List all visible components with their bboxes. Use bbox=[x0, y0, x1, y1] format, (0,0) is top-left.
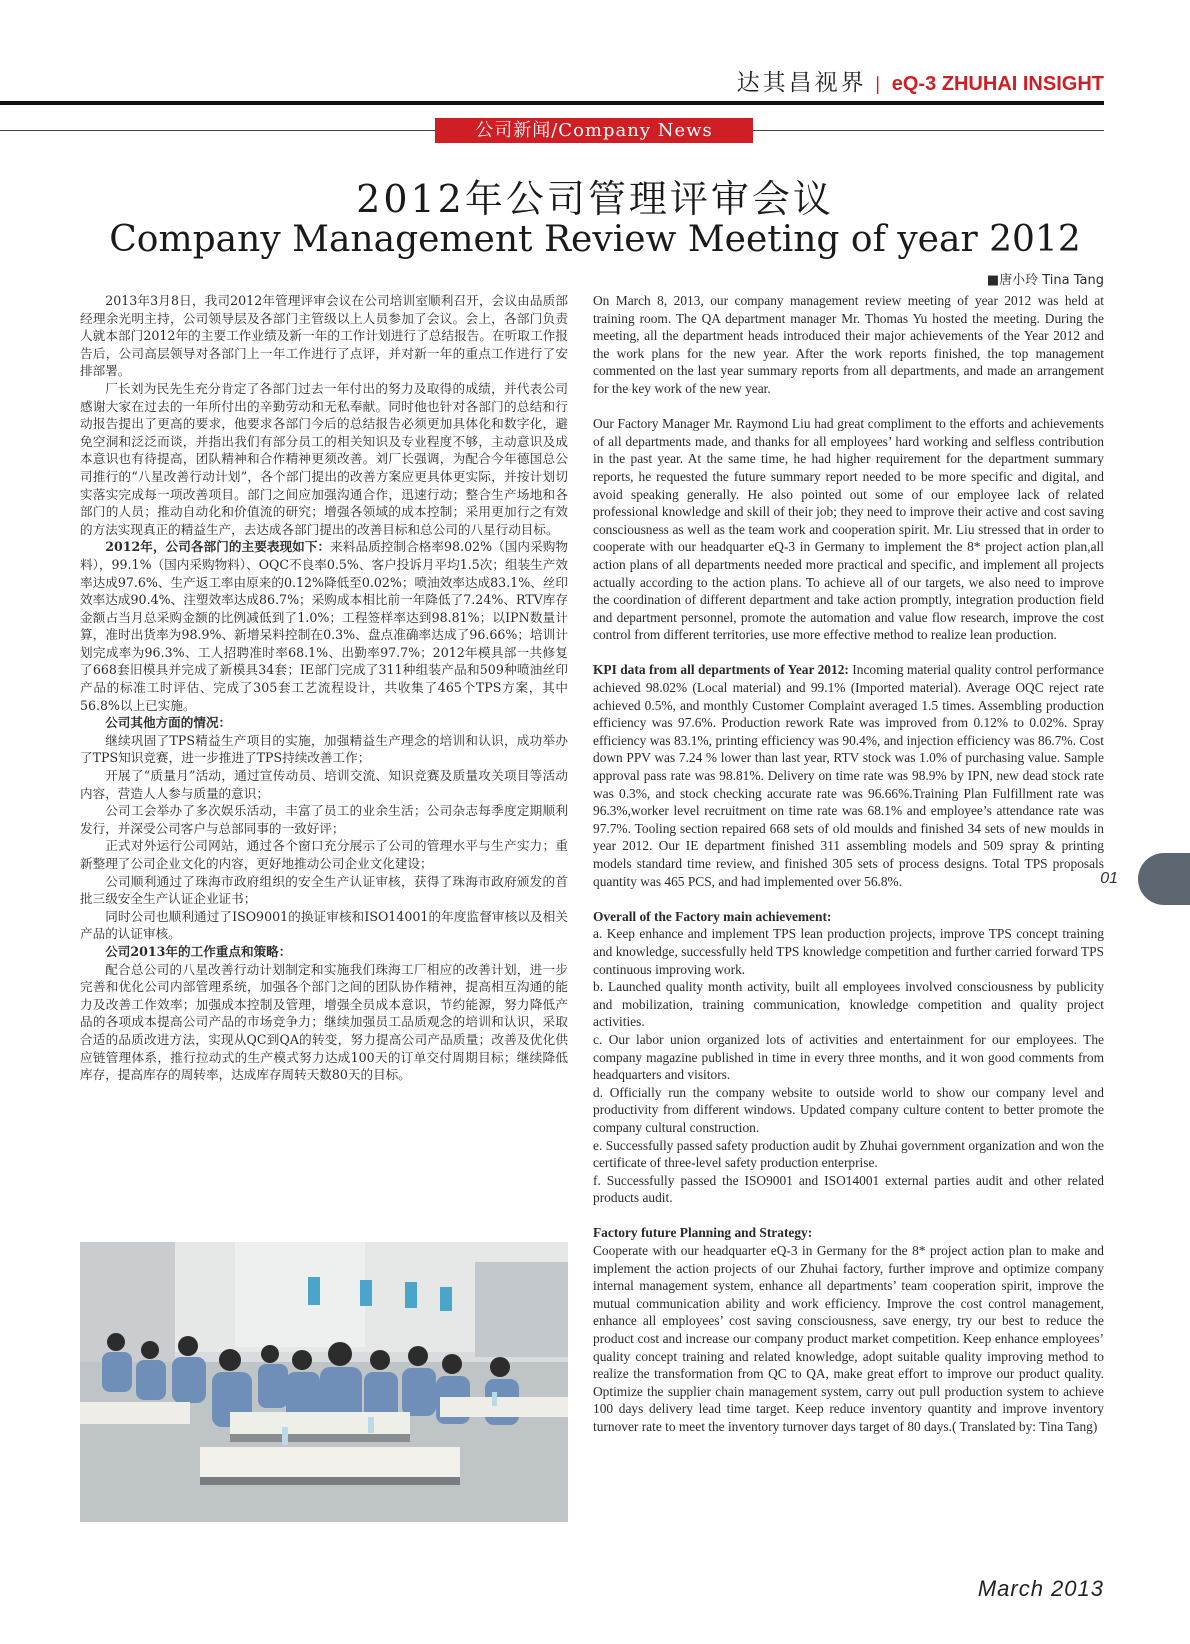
cn-paragraph: 同时公司也顺利通过了ISO9001的换证审核和ISO14001的年度监督审核以及相关产品的认证审核。 bbox=[80, 908, 568, 942]
cn-paragraph: 继续巩固了TPS精益生产项目的实施，加强精益生产理念的培训和认识，成功举办了TPS知识竞赛，进一步推进了TPS持续改善工作； bbox=[80, 732, 568, 766]
byline: ■唐小玲 Tina Tang bbox=[986, 273, 1104, 288]
meeting-photo bbox=[80, 1242, 568, 1522]
en-subheading: Overall of the Factory main achievement: bbox=[593, 908, 832, 924]
english-column bbox=[593, 292, 1104, 1436]
cn-kpi-paragraph bbox=[80, 538, 568, 714]
header-cn: 达其昌视界 bbox=[736, 70, 867, 96]
en-kpi-paragraph bbox=[593, 661, 1104, 890]
cn-paragraph: 厂长刘为民先生充分肯定了各部门过去一年付出的努力及取得的成绩，并代表公司感谢大家在过去的一年所付出的辛勤劳动和无私奉献。同时他也针对各部门的总结和行动报告提出了更高的要求，他要求各部门今后的总结报告必须更加具体化和数字化，避免空洞和泛泛而谈，并指出我们有部分员工的相关知识及专业程度不够，主动意识及成本意识也有待提高，团队精神和合作精神更须改善。刘厂长强调，为配合今年德国总公司推行的“八星改善行动计划”，各个部门提出的改善方案应更具体更实际，并按计划切实落实完成每一项改善项目。部门之间应加强沟通合作，迅速行动；整合生产场地和各部门的人员；推动自动化和价值流的研究；增强各领域的成本控制；采用更加行之有效的方法实现真正的精益生产，去达成各部门提出的改善目标和总公司的八星行动目标。 bbox=[80, 380, 568, 537]
cn-paragraph: 公司工会举办了多次娱乐活动，丰富了员工的业余生活；公司杂志每季度定期顺利发行，并深受公司客户与总部同事的一致好评； bbox=[80, 803, 568, 836]
cn-paragraph: 2013年3月8日，我司2012年管理评审会议在公司培训室顺利召开，会议由品质部经理余光明主持，公司领导层及各部门主管级以上人员参加了会议。会上，各部门负责人就本部门2012年的主要工作业绩及新一年的工作计划进行了总结报告。在听取工作报告后，公司高层领导对各部门上一年工作进行了点评，并对新一年的重点工作进行了安排部署。 bbox=[80, 293, 568, 379]
cn-paragraph: 公司顺利通过了珠海市政府组织的安全生产认证审核，获得了珠海市政府颁发的首批三级安全生产认证企业证书； bbox=[80, 873, 568, 907]
page-number: 01 bbox=[1100, 870, 1118, 887]
en-list-item: a. Keep enhance and implement TPS lean production projects, improve TPS concept training and knowledge, successfully held TPS knowledge competition and further carried forward TPS continuous improving work. bbox=[593, 926, 1104, 977]
running-header bbox=[737, 64, 1104, 97]
header-separator: | bbox=[874, 74, 884, 95]
chinese-column bbox=[80, 292, 568, 1084]
title-english: Company Management Review Meeting of year 2012 bbox=[109, 219, 1081, 260]
en-list-item: b. Launched quality month activity, built all employees involved consciousness by publicity and mobilization, training communication, knowledge competition and quality project activities. bbox=[593, 979, 1104, 1030]
meeting-photo-illustration bbox=[80, 1242, 568, 1522]
cn-paragraph: 开展了“质量月”活动，通过宣传动员、培训交流、知识竞赛及质量攻关项目等活动内容，营造人人参与质量的意识； bbox=[80, 768, 568, 801]
en-kpi-body: Incoming material quality control performance achieved 98.02% (Local material) and 99.1% (Imported material). Average OQC reject rate achieved 0.5%, and monthly Customer Complaint averaged 1.5 times. Assembling production efficiency was 97.6%. Production rework Rate was improved from 0.12% to 0.02%. Spray efficiency was 83.1%, printing efficiency was 90.4%, and injection efficiency was 86.7%. Cost down PPV was 7.24 % lower than last year, RTV stock was 1.0% of purchasing value. Sample approval pass rate was 98.81%. Delivery on time rate was 98.9% by IPN, new dead stock rate was 0.3%, and stock checking accurate rate was 96.66%.Training Plan Fulfillment rate was 96.3%,worker level recruitment on time rate was 68.1% and employee’s attendance rate was 97.7%. Tooling section repaired 668 sets of old moulds and finished 34 sets of new moulds in year 2012. Our IE department finished 311 assembling models and 509 spray & printing models standard time review, and finished 305 sets of process designs. Total TPS proposals quantity was 465 PCS, and had implemented over 56.8%. bbox=[593, 662, 1104, 889]
cn-subheading: 公司2013年的工作重点和策略： bbox=[105, 943, 292, 959]
page-tab bbox=[1138, 853, 1190, 905]
cn-paragraph: 配合总公司的八星改善行动计划制定和实施我们珠海工厂相应的改善计划，进一步完善和优化公司内部管理系统，加强各个部门之间的团队协作精神，提高相互沟通的能力及改善工作效率；加强成本控制及管理，增强全员成本意识，节约能源，努力降低产品的各项成本提高公司产品的市场竞争力；继续加强员工品质观念的培训和认识，采取合适的品质改进方法，实现从QC到QA的转变，努力提高公司产品质量；改善及优化供应链管理体系，推行拉动式的生产模式努力达成100天的订单交付周期目标；继续降低库存，提高库存的周转率，达成库存周转天数80天的目标。 bbox=[80, 961, 568, 1083]
title-chinese: 2012年公司管理评审会议 bbox=[356, 177, 834, 221]
cn-subheading: 公司其他方面的情况： bbox=[105, 715, 232, 731]
en-list-item: e. Successfully passed safety production audit by Zhuhai government organization and won the certificate of three-level safety production enterprise. bbox=[593, 1137, 1104, 1171]
cn-kpi-body: 来料品质控制合格率98.02%（国内采购物料），99.1%（国内采购物料）、OQC不良率0.5%、客户投诉月平均1.5次；组装生产效率达成97.6%、生产返工率由原来的0.12%降低至0.02%；喷油效率达成83.1%、丝印效率达成90.4%、注塑效率达成86.7%；采购成本相比前一年降低了7.24%、RTV库存金额占当月总采购金额的比例减低到了1.0%；工程签样率达到98.81%；以IPN数量计算，准时出货率为98.9%、新增呆料控制在0.3%、盘点准确率达成了96.66%；培训计划完成率为96.3%、工人招聘准时率68.1%、出勤率97.7%；2012年模具部一共修复了668套旧模具并完成了新模具34套；IE部门完成了311种组装产品和509种喷油丝印产品的标准工时评估、完成了305套工艺流程设计，共收集了465个TPS方案，其中56.8%以上已实施。 bbox=[80, 539, 568, 713]
en-paragraph: Cooperate with our headquarter eQ-3 in Germany for the 8* project action plan to make and implement the action projects of our Zhuhai factory, further improve and optimize company internal management system, enhance all departments’ team cooperation spirit, improve the mutual communication ability and work efficiency. Improve the cost control management, enhance all employees’ cost saving consciousness, save energy, try our best to reduce the product cost and increase our company product market competition. Keep enhance employees’ quality concept training and related knowledge, adopt suitable quality improving method to realize the transformation from QC to QA, make great effort to improve our product quality. Optimize the supplier chain management system, carry out pull production system to achieve 100 days delivery lead time target. Keep reduce inventory quantity and improve inventory turnover rate to meet the inventory turnover days target of 80 days.( Translated by: Tina Tang) bbox=[593, 1243, 1104, 1434]
en-paragraph: Our Factory Manager Mr. Raymond Liu had great compliment to the efforts and achievements of all departments made, and thanks for all employees’ hard working and selfless contribution in the past year. At the same time, he had higher requirement for the department summary reports, he requested the future summary report needed to be more specific and digital, and avoid speaking generally. He also pointed out some of our employee lack of related professional knowledge and skill of their job; they need to improve their active and cost saving consciousness as well as the team work and cooperation spirit. Mr. Liu stressed that in order to cooperate with our headquarter eQ-3 in Germany to implement the 8* project action plan,all action plans of all departments needed more practical and specific, and implement all projects actually according to the action plans. To achieve all of our targets, we also need to improve the coordination of different department and take action promptly, integration production field and department personnel, promote the automation and value flow research, improve the cost control from different territories, use more effective method to realize lean production. bbox=[593, 416, 1104, 643]
en-kpi-heading: KPI data from all departments of Year 2012: bbox=[593, 662, 849, 678]
en-paragraph: On March 8, 2013, our company management review meeting of year 2012 was held at training room. The QA department manager Mr. Thomas Yu hosted the meeting. During the meeting, all the department heads introduced their major achievements of the Year 2012 and the work plans for the new year. After the work reports finished, the top management commented on the last year summary reports from all departments, and made an arrangement for the key work of the new year. bbox=[593, 293, 1104, 396]
cn-kpi-lead: 2012年，公司各部门的主要表现如下： bbox=[105, 539, 331, 555]
en-list-item: f. Successfully passed the ISO9001 and ISO14001 external parties audit and other related products audit. bbox=[593, 1172, 1104, 1206]
en-subheading: Factory future Planning and Strategy: bbox=[593, 1225, 813, 1241]
cn-paragraph: 正式对外运行公司网站，通过各个窗口充分展示了公司的管理水平与生产实力；重新整理了公司企业文化的内容，更好地推动公司企业文化建设； bbox=[80, 838, 568, 871]
issue-date: March 2013 bbox=[977, 1576, 1104, 1601]
en-list-item: d. Officially run the company website to outside world to show our company level and productivity from different windows. Updated company culture content to better promote the company cultural construction. bbox=[593, 1084, 1104, 1135]
section-tag: 公司新闻/Company News bbox=[435, 118, 753, 143]
en-list-item: c. Our labor union organized lots of activities and entertainment for our employees. The company magazine published in time in every three months, and it won good comments from headquarters and visitors. bbox=[593, 1031, 1104, 1083]
header-rule bbox=[0, 101, 1104, 105]
header-en: eQ-3 ZHUHAI INSIGHT bbox=[891, 73, 1104, 95]
